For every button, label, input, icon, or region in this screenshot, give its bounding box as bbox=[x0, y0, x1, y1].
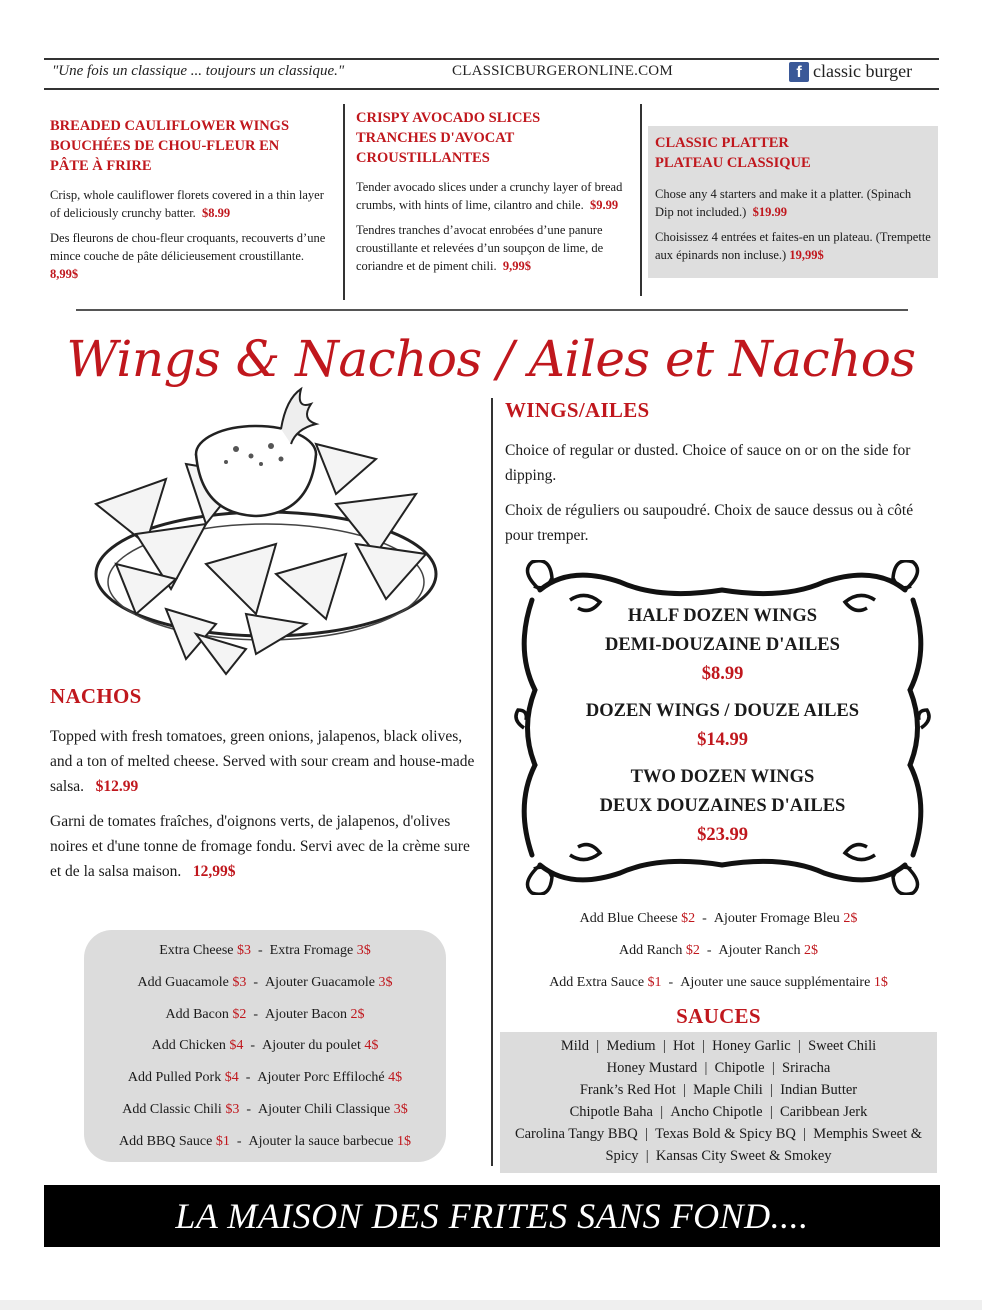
wings-title: WINGS/AILES bbox=[505, 398, 650, 422]
nachos-illustration bbox=[76, 384, 456, 684]
list-item: Add Guacamole $3 - Ajouter Guacamole 3$ bbox=[137, 974, 393, 990]
facebook-icon: f bbox=[789, 62, 809, 82]
starter-price-en: $9.99 bbox=[589, 198, 619, 212]
nachos-price-en: $12.99 bbox=[95, 778, 139, 795]
list-item: Add Extra Sauce $1 - Ajouter une sauce supplémentaire 1$ bbox=[549, 975, 888, 990]
list-item: Extra Cheese $3 - Extra Fromage 3$ bbox=[159, 943, 371, 958]
list-item: Add Blue Cheese $2 - Ajouter Fromage Bleu 2$ bbox=[579, 911, 858, 926]
starter-desc-fr: Tendres tranches d’avocat enrobées d’une panure croustillante et relevées d’un soupçon de lime, de coriandre et de piment chili. bbox=[356, 223, 604, 273]
starter-desc-en: Chose any 4 starters and make it a platter. (Spinach Dip not included.) bbox=[655, 187, 912, 219]
section-title: Wings & Nachos / Ailes et Nachos bbox=[66, 330, 916, 388]
column-divider bbox=[491, 398, 493, 1166]
list-item: Add Classic Chili $3 - Ajouter Chili Classique 3$ bbox=[122, 1101, 408, 1117]
starter-desc-fr: Choisissez 4 entrées et faites-en un plateau. (Trempette aux épinards non incluse.) bbox=[655, 230, 931, 262]
wings-description: Choice of regular or dusted. Choice of sauce on or on the side for dipping. Choix de réguliers ou saupoudré. Choix de sauce dessus ou à côté pour tremper. bbox=[505, 442, 914, 544]
wings-addons-list bbox=[500, 903, 937, 999]
nachos-price-fr: 12,99$ bbox=[192, 863, 236, 880]
starter-desc-en: Tender avocado slices under a crunchy layer of bread crumbs, with hints of lime, cilantro and chile. bbox=[356, 180, 623, 212]
starter-avocado bbox=[356, 108, 626, 282]
header-top-rule bbox=[44, 58, 939, 60]
page-bottom-strip bbox=[0, 1300, 982, 1310]
starter-cauliflower bbox=[50, 116, 330, 290]
wings-sizes bbox=[510, 602, 935, 850]
starter-desc-en: Crisp, whole cauliflower florets covered in a thin layer of deliciously crunchy batter. bbox=[50, 188, 324, 220]
wings-price: $23.99 bbox=[697, 825, 748, 845]
website-link[interactable]: CLASSICBURGERONLINE.COM bbox=[452, 63, 673, 79]
nachos-extras-list bbox=[84, 935, 446, 1158]
wings-price: $8.99 bbox=[701, 664, 744, 684]
column-divider bbox=[640, 104, 642, 296]
starter-price-fr: 9,99$ bbox=[502, 259, 531, 273]
list-item: Add Bacon $2 - Ajouter Bacon 2$ bbox=[165, 1006, 365, 1022]
sauces-list: Mild | Medium | Hot | Honey Garlic | Sweet Chili Honey Mustard | Chipotle | Sriracha Frank’s Red Hot | Maple Chili | Indian Butter Chipotle Baha | Ancho Chipotle | Caribbean Jerk Carolina Tangy BBQ | Texas Bold & Spicy BQ | Memphis Sweet & Spicy | Kansas City Sweet & Smokey bbox=[514, 1038, 923, 1164]
nachos-description: Topped with fresh tomatoes, green onions, jalapenos, black olives, and a ton of melted cheese. Served with sour cream and house-made salsa. $12.99 Garni de tomates fraîches, d'oignons verts, de jalapenos, d'olives noires et d'une tonne de fromage fondu. Servi avec de la crème sure et de la salsa maison. 12,99$ bbox=[50, 728, 475, 880]
list-item: Add Pulled Pork $4 - Ajouter Porc Effiloché 4$ bbox=[127, 1070, 403, 1086]
starter-title: BREADED CAULIFLOWER WINGS BOUCHÉES DE CHOU-FLEUR EN PÂTE À FRIRE bbox=[50, 118, 290, 174]
list-item: Add Chicken $4 - Ajouter du poulet 4$ bbox=[151, 1038, 379, 1054]
starter-title: CRISPY AVOCADO SLICES TRANCHES D'AVOCAT CROUSTILLANTES bbox=[356, 110, 541, 166]
motto: "Une fois un classique ... toujours un classique." bbox=[52, 63, 345, 79]
wings-price: $14.99 bbox=[697, 730, 748, 750]
starter-price-en: $19.99 bbox=[752, 205, 787, 219]
starter-price-fr: 8,99$ bbox=[50, 267, 79, 281]
starter-price-fr: 19,99$ bbox=[789, 248, 824, 262]
starter-desc-fr: Des fleurons de chou-fleur croquants, recouverts d’une mince couche de pâte délicieusement croustillante. bbox=[50, 231, 326, 263]
starter-title: CLASSIC PLATTER PLATEAU CLASSIQUE bbox=[655, 135, 811, 171]
wings-size-two-dozen: TWO DOZEN WINGS DEUX DOUZAINES D'AILES $23.99 bbox=[510, 763, 935, 850]
footer-banner: LA MAISON DES FRITES SANS FOND.... bbox=[44, 1185, 940, 1247]
list-item: Add Ranch $2 - Ajouter Ranch 2$ bbox=[618, 943, 819, 958]
sauces-title: SAUCES bbox=[676, 1004, 761, 1028]
section-rule bbox=[76, 309, 908, 311]
list-item: Add BBQ Sauce $1 - Ajouter la sauce barbecue 1$ bbox=[119, 1133, 411, 1149]
starter-platter bbox=[655, 133, 933, 271]
social-link[interactable] bbox=[789, 61, 912, 82]
nachos-title: NACHOS bbox=[50, 684, 142, 708]
column-divider bbox=[343, 104, 345, 300]
header-bottom-rule bbox=[44, 88, 939, 90]
social-name: classic burger bbox=[813, 61, 913, 81]
wings-size-half: HALF DOZEN WINGS DEMI-DOUZAINE D'AILES $8.99 bbox=[510, 602, 935, 689]
wings-size-dozen: DOZEN WINGS / DOUZE AILES $14.99 bbox=[510, 697, 935, 755]
starter-price-en: $8.99 bbox=[202, 206, 231, 220]
